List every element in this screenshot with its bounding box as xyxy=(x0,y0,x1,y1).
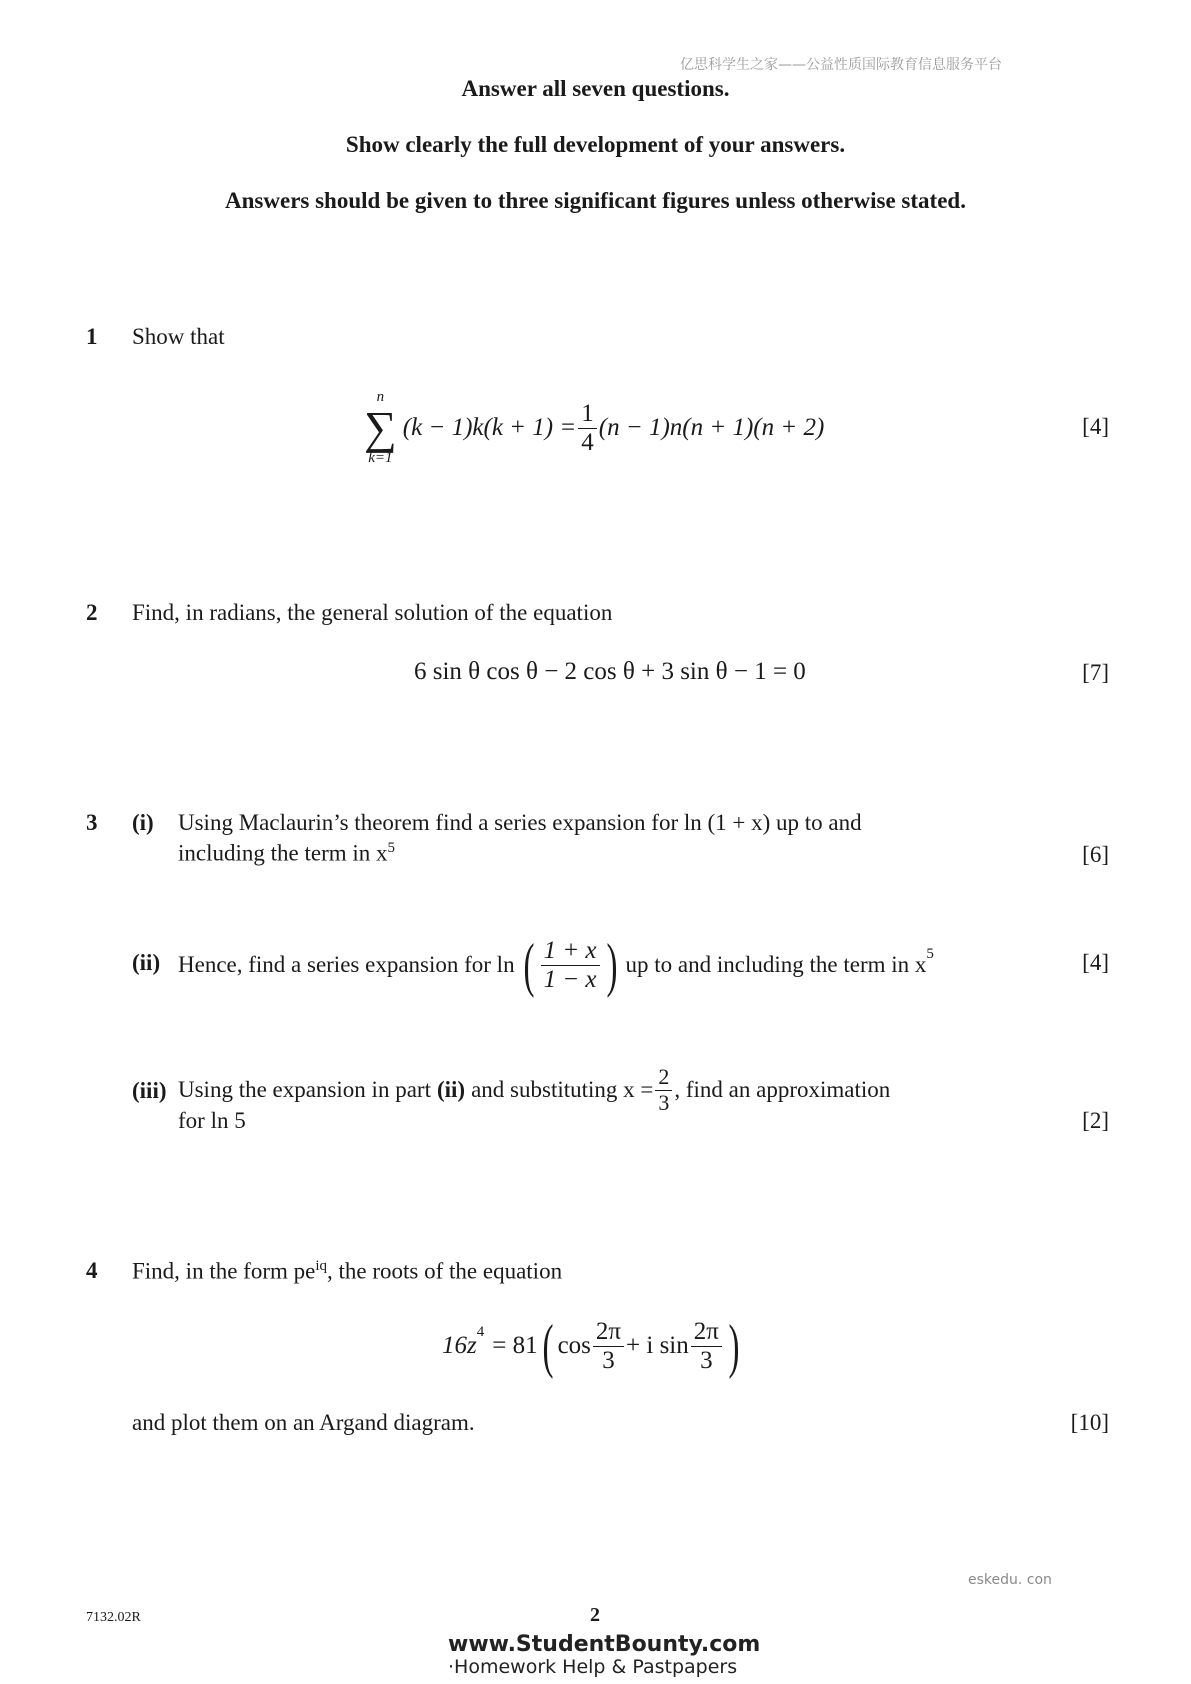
q4-plus-isin: + i sin xyxy=(626,1332,689,1359)
q4-text-pre: Find, in the form pe xyxy=(132,1258,316,1284)
paper-code: 7132.02R xyxy=(86,1610,141,1625)
q3-iii-text xyxy=(178,1060,890,1120)
q4-cos-fraction: $\frac{2\pi}{3}$ xyxy=(593,1318,624,1374)
q4-cos: cos xyxy=(557,1332,591,1359)
q3-i-line1: Using Maclaurin’s theorem find a series expansion for ln (1 + x) up to and xyxy=(178,810,862,835)
q3-iii-line2: for ln 5 xyxy=(178,1108,246,1133)
q2-marks: [7] xyxy=(1082,660,1109,685)
q3-i-line2-text: including the term in x xyxy=(178,840,388,866)
instruction-2: Show clearly the full development of your answers. xyxy=(345,132,846,157)
q3-i-sup: 5 xyxy=(387,840,396,856)
q3-number: 3 xyxy=(86,810,98,835)
q3-ii-text: Hence, find a series expansion for ln ( $\frac{1 + x}{1 - x}$ ) up to and including the term in x $^5$ xyxy=(178,932,934,998)
q4-number: 4 xyxy=(86,1258,98,1283)
q3-iii-label: (iii) xyxy=(132,1078,167,1103)
studentbounty-logo: www.StudentBounty.com xyxy=(448,1632,761,1657)
q2-equation: 6 sin θ cos θ − 2 cos θ + 3 sin θ − 1 = 0 xyxy=(414,658,806,685)
q1-fraction: $\frac{1}{4}$ xyxy=(578,400,597,456)
q4-text-sup: iq xyxy=(315,1258,328,1274)
q1-equation xyxy=(364,390,824,466)
q3-ii-post: up to and including the term in x xyxy=(625,952,927,977)
top-watermark: 亿思科学生之家——公益性质国际教育信息服务平台 xyxy=(680,57,1002,73)
q1-rhs: (n − 1)n(n + 1)(n + 2) xyxy=(598,414,825,441)
q4-eq-equals: = 81 xyxy=(492,1332,538,1359)
q3-ii-sup: 5 xyxy=(926,946,934,962)
q1-lhs: (k − 1)k(k + 1) = xyxy=(402,414,577,441)
instruction-3: Answers should be given to three significant figures unless otherwise stated. xyxy=(225,188,966,213)
studentbounty-tagline: ·Homework Help & Pastpapers xyxy=(448,1656,738,1678)
q3-i-label: (i) xyxy=(132,810,154,835)
sum-lower-limit: k=1 xyxy=(368,450,393,466)
q3-ii-pre: Hence, find a series expansion for ln xyxy=(178,952,515,977)
q3-ii-fraction: $\frac{1 + x}{1 - x}$ xyxy=(541,937,600,993)
q4-eq-lhs: 16z xyxy=(442,1332,477,1359)
q1-number: 1 xyxy=(86,324,98,349)
q3-i-marks: [6] xyxy=(1082,842,1109,867)
q3-iii-bold: (ii) xyxy=(436,1077,466,1102)
q2-text: Find, in radians, the general solution of the equation xyxy=(132,600,613,625)
q3-iii-post: , find an approximation xyxy=(674,1077,891,1102)
q4-after: and plot them on an Argand diagram. xyxy=(132,1410,475,1435)
q1-text: Show that xyxy=(132,324,225,349)
q3-iii-pre: Using the expansion in part xyxy=(178,1077,431,1102)
q3-iii-mid: and substituting x = xyxy=(471,1077,654,1102)
eskedu-watermark: eskedu. con xyxy=(968,1572,1052,1588)
q1-marks: [4] xyxy=(1082,414,1109,439)
sum-upper-limit: n xyxy=(376,389,385,405)
q3-ii-marks: [4] xyxy=(1082,950,1109,975)
q4-text xyxy=(132,1258,562,1285)
q4-eq-sup: 4 xyxy=(476,1324,485,1340)
page-number: 2 xyxy=(590,1604,600,1626)
instruction-1: Answer all seven questions. xyxy=(461,76,730,101)
q4-equation: 16z $^4$ = 81 ( cos $\frac{2\pi}{3}$ + i sin $\frac{2\pi}{3}$ ) xyxy=(442,1313,740,1379)
q4-sin-fraction: $\frac{2\pi}{3}$ xyxy=(691,1318,722,1374)
q3-iii-fraction: $\frac{2}{3}$ xyxy=(655,1065,672,1114)
q3-ii-label: (ii) xyxy=(132,950,161,975)
q3-i-line2 xyxy=(178,840,395,867)
q4-text-post: , the roots of the equation xyxy=(327,1258,563,1284)
q2-number: 2 xyxy=(86,600,98,625)
q3-iii-marks: [2] xyxy=(1082,1108,1109,1133)
summation-symbol: n ∑ k=1 xyxy=(364,389,397,466)
q4-marks: [10] xyxy=(1070,1410,1109,1435)
